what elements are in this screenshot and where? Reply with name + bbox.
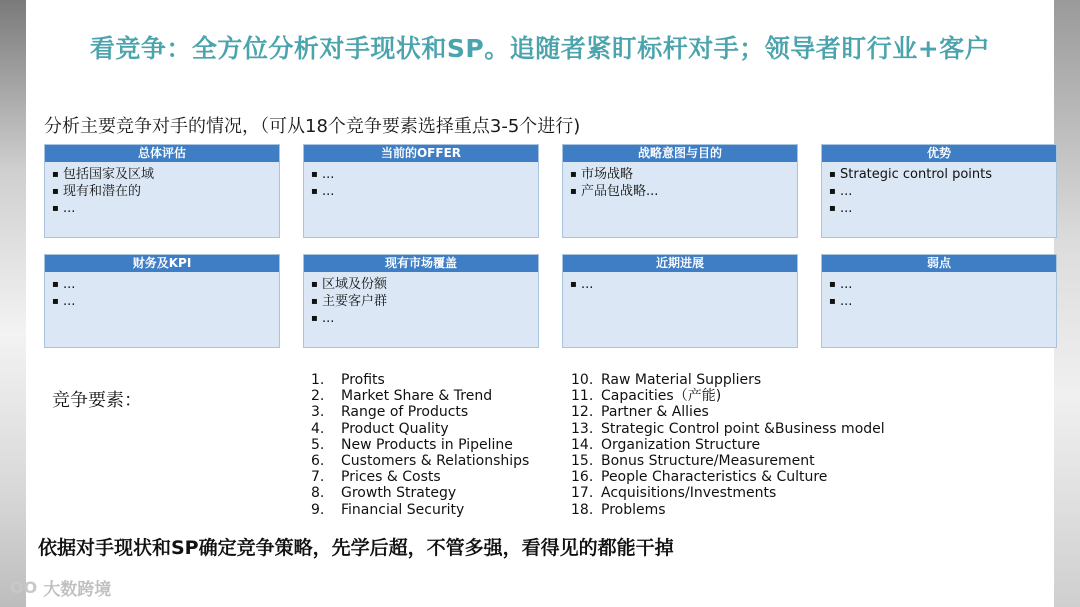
factor-text: Profits xyxy=(341,372,385,388)
card-bullet-list xyxy=(563,276,797,293)
factor-item xyxy=(571,404,885,420)
card-bullet-item: ▪ ... xyxy=(322,183,538,200)
slide-title: 看竞争：全方位分析对手现状和SP。追随者紧盯标杆对手；领导者盯行业+客户 xyxy=(89,34,991,63)
card-bullet-item: ▪ ... xyxy=(322,310,538,327)
factor-item xyxy=(571,421,885,437)
factor-number: 10. xyxy=(571,372,594,388)
card-bullet-list xyxy=(822,276,1056,310)
slide xyxy=(26,0,1054,607)
card-bullet-item: ▪ ... xyxy=(840,183,1056,200)
card-5 xyxy=(303,254,539,348)
factor-number: 17. xyxy=(571,485,594,502)
factor-number: 2. xyxy=(311,388,325,405)
factor-text: Prices & Costs xyxy=(341,469,441,486)
factor-number: 11. xyxy=(571,388,594,405)
factor-number: 4. xyxy=(311,420,325,437)
factor-item xyxy=(311,372,529,388)
factor-number: 5. xyxy=(311,436,325,453)
factor-text: Product Quality xyxy=(341,420,449,437)
factor-item xyxy=(571,388,885,404)
factor-text: Strategic Control point &Business model xyxy=(601,420,885,437)
card-bullet-item: ▪ 主要客户群 xyxy=(322,293,538,310)
card-bullet-item: ▪ ... xyxy=(840,200,1056,217)
card-bullet-item: ▪ 包括国家及区域 xyxy=(63,166,279,183)
slide-subtitle: 分析主要竞争对手的情况，（可从18个竞争要素选择重点3-5个进行) xyxy=(44,116,581,137)
factor-item xyxy=(311,453,529,469)
card-bullet-list xyxy=(563,166,797,200)
factor-number: 7. xyxy=(311,469,325,486)
card-title: 当前的OFFER xyxy=(304,145,538,162)
card-bullet-list xyxy=(304,276,538,327)
factor-number: 8. xyxy=(311,485,325,502)
factor-item xyxy=(571,469,885,485)
factor-text: Growth Strategy xyxy=(341,485,457,502)
card-bullet-item: ▪ ... xyxy=(581,276,797,293)
card-bullet-item: ▪ ... xyxy=(63,293,279,310)
factors-label: 竞争要素： xyxy=(52,390,142,411)
factor-text: People Characteristics & Culture xyxy=(601,469,828,486)
factor-number: 18. xyxy=(571,501,594,518)
factor-item xyxy=(571,485,885,501)
factor-item xyxy=(571,502,885,518)
factor-number: 3. xyxy=(311,404,325,421)
factor-number: 12. xyxy=(571,404,594,421)
card-bullet-item: ▪ 产品包战略... xyxy=(581,183,797,200)
card-bullet-item: ▪ ... xyxy=(840,276,1056,293)
factor-text: Acquisitions/Investments xyxy=(601,485,777,502)
factor-item xyxy=(311,437,529,453)
right-backdrop xyxy=(1054,0,1080,607)
card-bullet-item: ▪ 现有和潜在的 xyxy=(63,183,279,200)
card-1 xyxy=(303,144,539,238)
card-4 xyxy=(44,254,280,348)
card-bullet-item: ▪ 区域及份额 xyxy=(322,276,538,293)
card-bullet-item: ▪ Strategic control points xyxy=(840,166,1056,183)
factor-number: 1. xyxy=(311,372,325,388)
factor-text: Financial Security xyxy=(341,501,465,518)
factor-item xyxy=(311,421,529,437)
card-title: 弱点 xyxy=(822,255,1056,272)
factor-text: Partner & Allies xyxy=(601,404,709,421)
factor-item xyxy=(571,372,885,388)
card-bullet-list xyxy=(45,276,279,310)
factor-item xyxy=(311,485,529,501)
factor-text: Range of Products xyxy=(341,404,469,421)
card-3 xyxy=(821,144,1057,238)
factor-text: Bonus Structure/Measurement xyxy=(601,453,815,470)
factor-number: 16. xyxy=(571,469,594,486)
watermark-logo-icon: OO xyxy=(10,578,38,597)
factor-text: Raw Material Suppliers xyxy=(601,372,762,388)
card-7 xyxy=(821,254,1057,348)
card-bullet-item: ▪ ... xyxy=(63,276,279,293)
card-title: 现有市场覆盖 xyxy=(304,255,538,272)
factor-text: Organization Structure xyxy=(601,436,761,453)
card-bullet-item: ▪ 市场战略 xyxy=(581,166,797,183)
factor-number: 15. xyxy=(571,453,594,470)
factor-list-right xyxy=(571,372,885,518)
watermark xyxy=(10,575,111,600)
card-title: 优势 xyxy=(822,145,1056,162)
factor-text: Problems xyxy=(601,501,666,518)
factor-item xyxy=(311,388,529,404)
card-6 xyxy=(562,254,798,348)
factor-text: Capacities（产能) xyxy=(601,388,722,405)
factor-text: Market Share & Trend xyxy=(341,388,493,405)
factor-item xyxy=(571,453,885,469)
card-bullet-list xyxy=(822,166,1056,217)
card-0 xyxy=(44,144,280,238)
card-bullet-item: ▪ ... xyxy=(322,166,538,183)
factor-item xyxy=(571,437,885,453)
factor-number: 13. xyxy=(571,420,594,437)
card-title: 财务及KPI xyxy=(45,255,279,272)
watermark-text: 大数跨境 xyxy=(43,580,112,600)
card-2 xyxy=(562,144,798,238)
factor-item xyxy=(311,469,529,485)
factor-item xyxy=(311,502,529,518)
factor-list-left xyxy=(311,372,529,518)
card-title: 总体评估 xyxy=(45,145,279,162)
factor-number: 6. xyxy=(311,453,325,470)
factor-number: 9. xyxy=(311,501,325,518)
card-bullet-list xyxy=(304,166,538,200)
card-bullet-item: ▪ ... xyxy=(840,293,1056,310)
factor-text: Customers & Relationships xyxy=(341,453,530,470)
factor-text: New Products in Pipeline xyxy=(341,436,513,453)
factor-item xyxy=(311,404,529,420)
factor-number: 14. xyxy=(571,436,594,453)
card-bullet-list xyxy=(45,166,279,217)
card-title: 战略意图与目的 xyxy=(563,145,797,162)
card-title: 近期进展 xyxy=(563,255,797,272)
card-bullet-item: ▪ ... xyxy=(63,200,279,217)
conclusion-text: 依据对手现状和SP确定竞争策略，先学后超，不管多强，看得见的都能干掉 xyxy=(38,537,674,559)
left-backdrop xyxy=(0,0,26,607)
